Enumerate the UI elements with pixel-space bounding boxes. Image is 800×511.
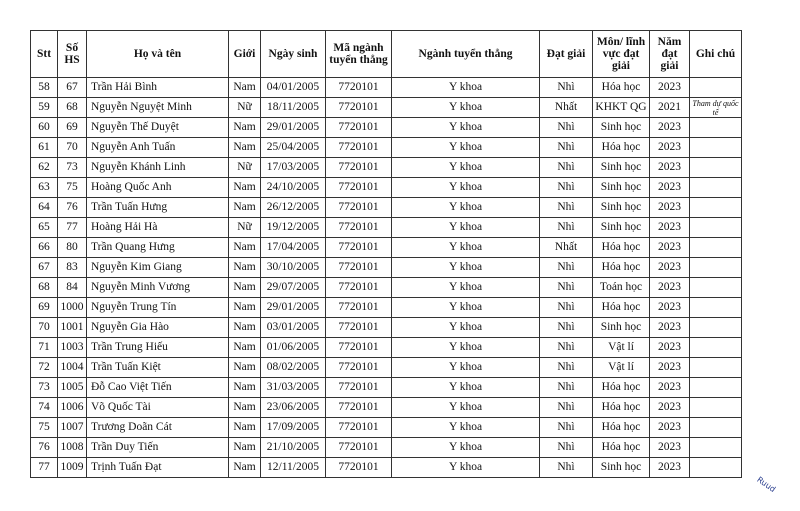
cell-ghi-chu: [690, 458, 742, 478]
cell-dat-giai: Nhì: [540, 318, 593, 338]
cell-nganh: Y khoa: [392, 218, 540, 238]
cell-ma-nganh: 7720101: [326, 98, 392, 118]
cell-nam: 2023: [650, 138, 690, 158]
cell-stt: 67: [31, 258, 58, 278]
cell-nam: 2023: [650, 178, 690, 198]
table-row: [31, 98, 742, 118]
table-row: [31, 398, 742, 418]
cell-ghi-chu: [690, 318, 742, 338]
cell-nganh: Y khoa: [392, 158, 540, 178]
cell-dat-giai: Nhất: [540, 238, 593, 258]
cell-ghi-chu: [690, 238, 742, 258]
cell-ghi-chu: [690, 298, 742, 318]
cell-nam: 2023: [650, 398, 690, 418]
cell-mon: Sinh học: [593, 218, 650, 238]
table-row: [31, 278, 742, 298]
cell-ma-nganh: 7720101: [326, 358, 392, 378]
cell-mon: Hóa học: [593, 398, 650, 418]
cell-ho-ten: Nguyễn Kim Giang: [87, 258, 229, 278]
cell-ngay-sinh: 26/12/2005: [261, 198, 326, 218]
cell-so-hs: 67: [58, 78, 87, 98]
cell-ngay-sinh: 01/06/2005: [261, 338, 326, 358]
cell-mon: Hóa học: [593, 298, 650, 318]
cell-ma-nganh: 7720101: [326, 318, 392, 338]
cell-mon: Sinh học: [593, 158, 650, 178]
cell-ghi-chu: [690, 78, 742, 98]
cell-mon: Sinh học: [593, 118, 650, 138]
cell-ma-nganh: 7720101: [326, 238, 392, 258]
cell-ghi-chu: [690, 398, 742, 418]
cell-ghi-chu: [690, 158, 742, 178]
cell-gioi: Nữ: [229, 218, 261, 238]
header-ngay-sinh: Ngày sinh: [261, 31, 326, 78]
cell-stt: 62: [31, 158, 58, 178]
cell-stt: 68: [31, 278, 58, 298]
cell-ma-nganh: 7720101: [326, 198, 392, 218]
cell-nam: 2023: [650, 358, 690, 378]
cell-ghi-chu: [690, 418, 742, 438]
cell-dat-giai: Nhì: [540, 458, 593, 478]
cell-gioi: Nam: [229, 278, 261, 298]
cell-mon: Sinh học: [593, 198, 650, 218]
cell-so-hs: 1007: [58, 418, 87, 438]
header-stt: Stt: [31, 31, 58, 78]
cell-ma-nganh: 7720101: [326, 418, 392, 438]
cell-stt: 66: [31, 238, 58, 258]
cell-ho-ten: Nguyễn Khánh Linh: [87, 158, 229, 178]
cell-ho-ten: Nguyễn Gia Hào: [87, 318, 229, 338]
header-gioi: Giới: [229, 31, 261, 78]
cell-dat-giai: Nhì: [540, 218, 593, 238]
header-ho-ten: Họ và tên: [87, 31, 229, 78]
cell-so-hs: 77: [58, 218, 87, 238]
cell-stt: 74: [31, 398, 58, 418]
cell-gioi: Nam: [229, 378, 261, 398]
cell-gioi: Nam: [229, 398, 261, 418]
cell-so-hs: 1000: [58, 298, 87, 318]
table-row: [31, 438, 742, 458]
cell-nam: 2023: [650, 238, 690, 258]
scan-mark: Ruud: [754, 474, 777, 495]
cell-nganh: Y khoa: [392, 438, 540, 458]
cell-dat-giai: Nhì: [540, 378, 593, 398]
table-row: [31, 238, 742, 258]
cell-nganh: Y khoa: [392, 78, 540, 98]
cell-dat-giai: Nhì: [540, 78, 593, 98]
cell-gioi: Nam: [229, 178, 261, 198]
cell-ho-ten: Trần Tuấn Hưng: [87, 198, 229, 218]
cell-nganh: Y khoa: [392, 178, 540, 198]
cell-ma-nganh: 7720101: [326, 178, 392, 198]
cell-gioi: Nam: [229, 358, 261, 378]
header-dat-giai: Đạt giải: [540, 31, 593, 78]
cell-ngay-sinh: 21/10/2005: [261, 438, 326, 458]
cell-ngay-sinh: 29/01/2005: [261, 118, 326, 138]
cell-so-hs: 1008: [58, 438, 87, 458]
table-row: [31, 258, 742, 278]
cell-ma-nganh: 7720101: [326, 138, 392, 158]
cell-nganh: Y khoa: [392, 118, 540, 138]
cell-dat-giai: Nhì: [540, 278, 593, 298]
cell-nganh: Y khoa: [392, 378, 540, 398]
cell-ngay-sinh: 08/02/2005: [261, 358, 326, 378]
cell-ngay-sinh: 18/11/2005: [261, 98, 326, 118]
table-row: [31, 158, 742, 178]
cell-ho-ten: Đỗ Cao Việt Tiến: [87, 378, 229, 398]
cell-ma-nganh: 7720101: [326, 298, 392, 318]
cell-ho-ten: Trần Tuấn Kiệt: [87, 358, 229, 378]
table-row: [31, 318, 742, 338]
header-nam: Năm đạt giải: [650, 31, 690, 78]
cell-ngay-sinh: 31/03/2005: [261, 378, 326, 398]
cell-ghi-chu: [690, 258, 742, 278]
cell-ghi-chu: [690, 178, 742, 198]
cell-nganh: Y khoa: [392, 318, 540, 338]
cell-nam: 2023: [650, 118, 690, 138]
cell-nganh: Y khoa: [392, 418, 540, 438]
cell-nam: 2023: [650, 458, 690, 478]
table-row: [31, 418, 742, 438]
cell-ngay-sinh: 03/01/2005: [261, 318, 326, 338]
cell-mon: Hóa học: [593, 438, 650, 458]
cell-mon: Sinh học: [593, 458, 650, 478]
cell-ho-ten: Trần Quang Hưng: [87, 238, 229, 258]
cell-nganh: Y khoa: [392, 238, 540, 258]
cell-gioi: Nữ: [229, 98, 261, 118]
cell-gioi: Nữ: [229, 158, 261, 178]
cell-nganh: Y khoa: [392, 458, 540, 478]
cell-mon: Hóa học: [593, 418, 650, 438]
cell-ma-nganh: 7720101: [326, 278, 392, 298]
cell-gioi: Nam: [229, 458, 261, 478]
table-row: [31, 118, 742, 138]
cell-stt: 73: [31, 378, 58, 398]
cell-gioi: Nam: [229, 198, 261, 218]
cell-ho-ten: Nguyễn Nguyệt Minh: [87, 98, 229, 118]
cell-gioi: Nam: [229, 438, 261, 458]
cell-ghi-chu: [690, 438, 742, 458]
cell-stt: 60: [31, 118, 58, 138]
cell-dat-giai: Nhì: [540, 178, 593, 198]
cell-nam: 2023: [650, 338, 690, 358]
cell-ngay-sinh: 29/01/2005: [261, 298, 326, 318]
cell-ghi-chu: [690, 338, 742, 358]
table-row: [31, 178, 742, 198]
cell-ho-ten: Trịnh Tuấn Đạt: [87, 458, 229, 478]
cell-dat-giai: Nhì: [540, 398, 593, 418]
cell-dat-giai: Nhất: [540, 98, 593, 118]
cell-so-hs: 1009: [58, 458, 87, 478]
cell-stt: 77: [31, 458, 58, 478]
cell-stt: 65: [31, 218, 58, 238]
cell-nganh: Y khoa: [392, 198, 540, 218]
cell-ghi-chu: [690, 378, 742, 398]
cell-gioi: Nam: [229, 118, 261, 138]
cell-nam: 2023: [650, 258, 690, 278]
cell-so-hs: 75: [58, 178, 87, 198]
cell-dat-giai: Nhì: [540, 198, 593, 218]
cell-ngay-sinh: 12/11/2005: [261, 458, 326, 478]
cell-dat-giai: Nhì: [540, 138, 593, 158]
cell-stt: 71: [31, 338, 58, 358]
cell-ma-nganh: 7720101: [326, 378, 392, 398]
cell-nganh: Y khoa: [392, 258, 540, 278]
cell-nam: 2023: [650, 318, 690, 338]
cell-ngay-sinh: 19/12/2005: [261, 218, 326, 238]
cell-ma-nganh: 7720101: [326, 338, 392, 358]
cell-ma-nganh: 7720101: [326, 78, 392, 98]
table-row: [31, 78, 742, 98]
admissions-table: [30, 30, 742, 478]
cell-nam: 2023: [650, 78, 690, 98]
cell-gioi: Nam: [229, 78, 261, 98]
cell-so-hs: 68: [58, 98, 87, 118]
cell-ghi-chu: [690, 138, 742, 158]
cell-ho-ten: Nguyễn Thế Duyệt: [87, 118, 229, 138]
cell-ngay-sinh: 23/06/2005: [261, 398, 326, 418]
cell-gioi: Nam: [229, 298, 261, 318]
cell-nganh: Y khoa: [392, 398, 540, 418]
cell-nganh: Y khoa: [392, 338, 540, 358]
cell-mon: Sinh học: [593, 318, 650, 338]
cell-so-hs: 80: [58, 238, 87, 258]
cell-gioi: Nam: [229, 238, 261, 258]
cell-dat-giai: Nhì: [540, 438, 593, 458]
cell-ngay-sinh: 29/07/2005: [261, 278, 326, 298]
cell-nam: 2023: [650, 198, 690, 218]
cell-ho-ten: Võ Quốc Tài: [87, 398, 229, 418]
cell-ho-ten: Nguyễn Anh Tuấn: [87, 138, 229, 158]
cell-ghi-chu: [690, 118, 742, 138]
cell-so-hs: 1003: [58, 338, 87, 358]
cell-ghi-chu: [690, 218, 742, 238]
cell-ghi-chu: [690, 278, 742, 298]
cell-ghi-chu: [690, 198, 742, 218]
cell-ngay-sinh: 24/10/2005: [261, 178, 326, 198]
cell-ngay-sinh: 25/04/2005: [261, 138, 326, 158]
cell-gioi: Nam: [229, 138, 261, 158]
cell-nam: 2023: [650, 418, 690, 438]
cell-so-hs: 83: [58, 258, 87, 278]
cell-ho-ten: Trương Doãn Cát: [87, 418, 229, 438]
cell-ho-ten: Trần Trung Hiếu: [87, 338, 229, 358]
cell-dat-giai: Nhì: [540, 118, 593, 138]
header-mon: Môn/ lĩnh vực đạt giải: [593, 31, 650, 78]
cell-stt: 63: [31, 178, 58, 198]
cell-ghi-chu: [690, 358, 742, 378]
cell-stt: 76: [31, 438, 58, 458]
cell-stt: 70: [31, 318, 58, 338]
header-nganh: Ngành tuyển thẳng: [392, 31, 540, 78]
cell-so-hs: 76: [58, 198, 87, 218]
header-so-hs: Số HS: [58, 31, 87, 78]
cell-ngay-sinh: 17/04/2005: [261, 238, 326, 258]
cell-so-hs: 69: [58, 118, 87, 138]
table-row: [31, 338, 742, 358]
cell-mon: Sinh học: [593, 178, 650, 198]
cell-nam: 2023: [650, 378, 690, 398]
cell-so-hs: 1001: [58, 318, 87, 338]
cell-gioi: Nam: [229, 258, 261, 278]
cell-stt: 61: [31, 138, 58, 158]
cell-dat-giai: Nhì: [540, 338, 593, 358]
header-row: [31, 31, 742, 78]
cell-stt: 69: [31, 298, 58, 318]
cell-ma-nganh: 7720101: [326, 398, 392, 418]
cell-dat-giai: Nhì: [540, 258, 593, 278]
cell-gioi: Nam: [229, 318, 261, 338]
cell-ngay-sinh: 04/01/2005: [261, 78, 326, 98]
cell-ma-nganh: 7720101: [326, 258, 392, 278]
cell-ho-ten: Hoàng Quốc Anh: [87, 178, 229, 198]
table-row: [31, 378, 742, 398]
cell-so-hs: 70: [58, 138, 87, 158]
cell-ho-ten: Hoàng Hải Hà: [87, 218, 229, 238]
cell-ho-ten: Nguyễn Minh Vương: [87, 278, 229, 298]
cell-ma-nganh: 7720101: [326, 218, 392, 238]
cell-mon: Vật lí: [593, 358, 650, 378]
cell-nam: 2023: [650, 158, 690, 178]
cell-nganh: Y khoa: [392, 98, 540, 118]
cell-so-hs: 73: [58, 158, 87, 178]
table-row: [31, 218, 742, 238]
table-row: [31, 198, 742, 218]
cell-nam: 2023: [650, 218, 690, 238]
cell-dat-giai: Nhì: [540, 418, 593, 438]
cell-ma-nganh: 7720101: [326, 458, 392, 478]
cell-ngay-sinh: 17/03/2005: [261, 158, 326, 178]
cell-ghi-chu: Tham dự quốc tế: [690, 98, 742, 118]
cell-mon: Hóa học: [593, 258, 650, 278]
cell-nam: 2023: [650, 298, 690, 318]
header-ghi-chu: Ghi chú: [690, 31, 742, 78]
cell-dat-giai: Nhì: [540, 298, 593, 318]
table-row: [31, 138, 742, 158]
cell-stt: 75: [31, 418, 58, 438]
cell-nganh: Y khoa: [392, 138, 540, 158]
cell-mon: Hóa học: [593, 138, 650, 158]
cell-stt: 72: [31, 358, 58, 378]
cell-nam: 2021: [650, 98, 690, 118]
cell-so-hs: 1006: [58, 398, 87, 418]
cell-mon: Hóa học: [593, 78, 650, 98]
cell-mon: Hóa học: [593, 378, 650, 398]
cell-stt: 58: [31, 78, 58, 98]
cell-ma-nganh: 7720101: [326, 118, 392, 138]
cell-gioi: Nam: [229, 418, 261, 438]
cell-ngay-sinh: 30/10/2005: [261, 258, 326, 278]
table-row: [31, 298, 742, 318]
cell-mon: Hóa học: [593, 238, 650, 258]
cell-so-hs: 84: [58, 278, 87, 298]
cell-stt: 59: [31, 98, 58, 118]
cell-so-hs: 1004: [58, 358, 87, 378]
cell-ho-ten: Nguyễn Trung Tín: [87, 298, 229, 318]
cell-mon: Vật lí: [593, 338, 650, 358]
cell-gioi: Nam: [229, 338, 261, 358]
cell-nganh: Y khoa: [392, 298, 540, 318]
cell-so-hs: 1005: [58, 378, 87, 398]
cell-ho-ten: Trần Duy Tiến: [87, 438, 229, 458]
cell-ma-nganh: 7720101: [326, 438, 392, 458]
cell-dat-giai: Nhì: [540, 158, 593, 178]
cell-nam: 2023: [650, 438, 690, 458]
cell-nganh: Y khoa: [392, 278, 540, 298]
cell-ma-nganh: 7720101: [326, 158, 392, 178]
cell-dat-giai: Nhì: [540, 358, 593, 378]
cell-nganh: Y khoa: [392, 358, 540, 378]
cell-stt: 64: [31, 198, 58, 218]
table-row: [31, 458, 742, 478]
header-ma-nganh: Mã ngành tuyển thẳng: [326, 31, 392, 78]
cell-ngay-sinh: 17/09/2005: [261, 418, 326, 438]
cell-ho-ten: Trần Hải Bình: [87, 78, 229, 98]
cell-mon: KHKT QG: [593, 98, 650, 118]
cell-mon: Toán học: [593, 278, 650, 298]
cell-nam: 2023: [650, 278, 690, 298]
table-row: [31, 358, 742, 378]
